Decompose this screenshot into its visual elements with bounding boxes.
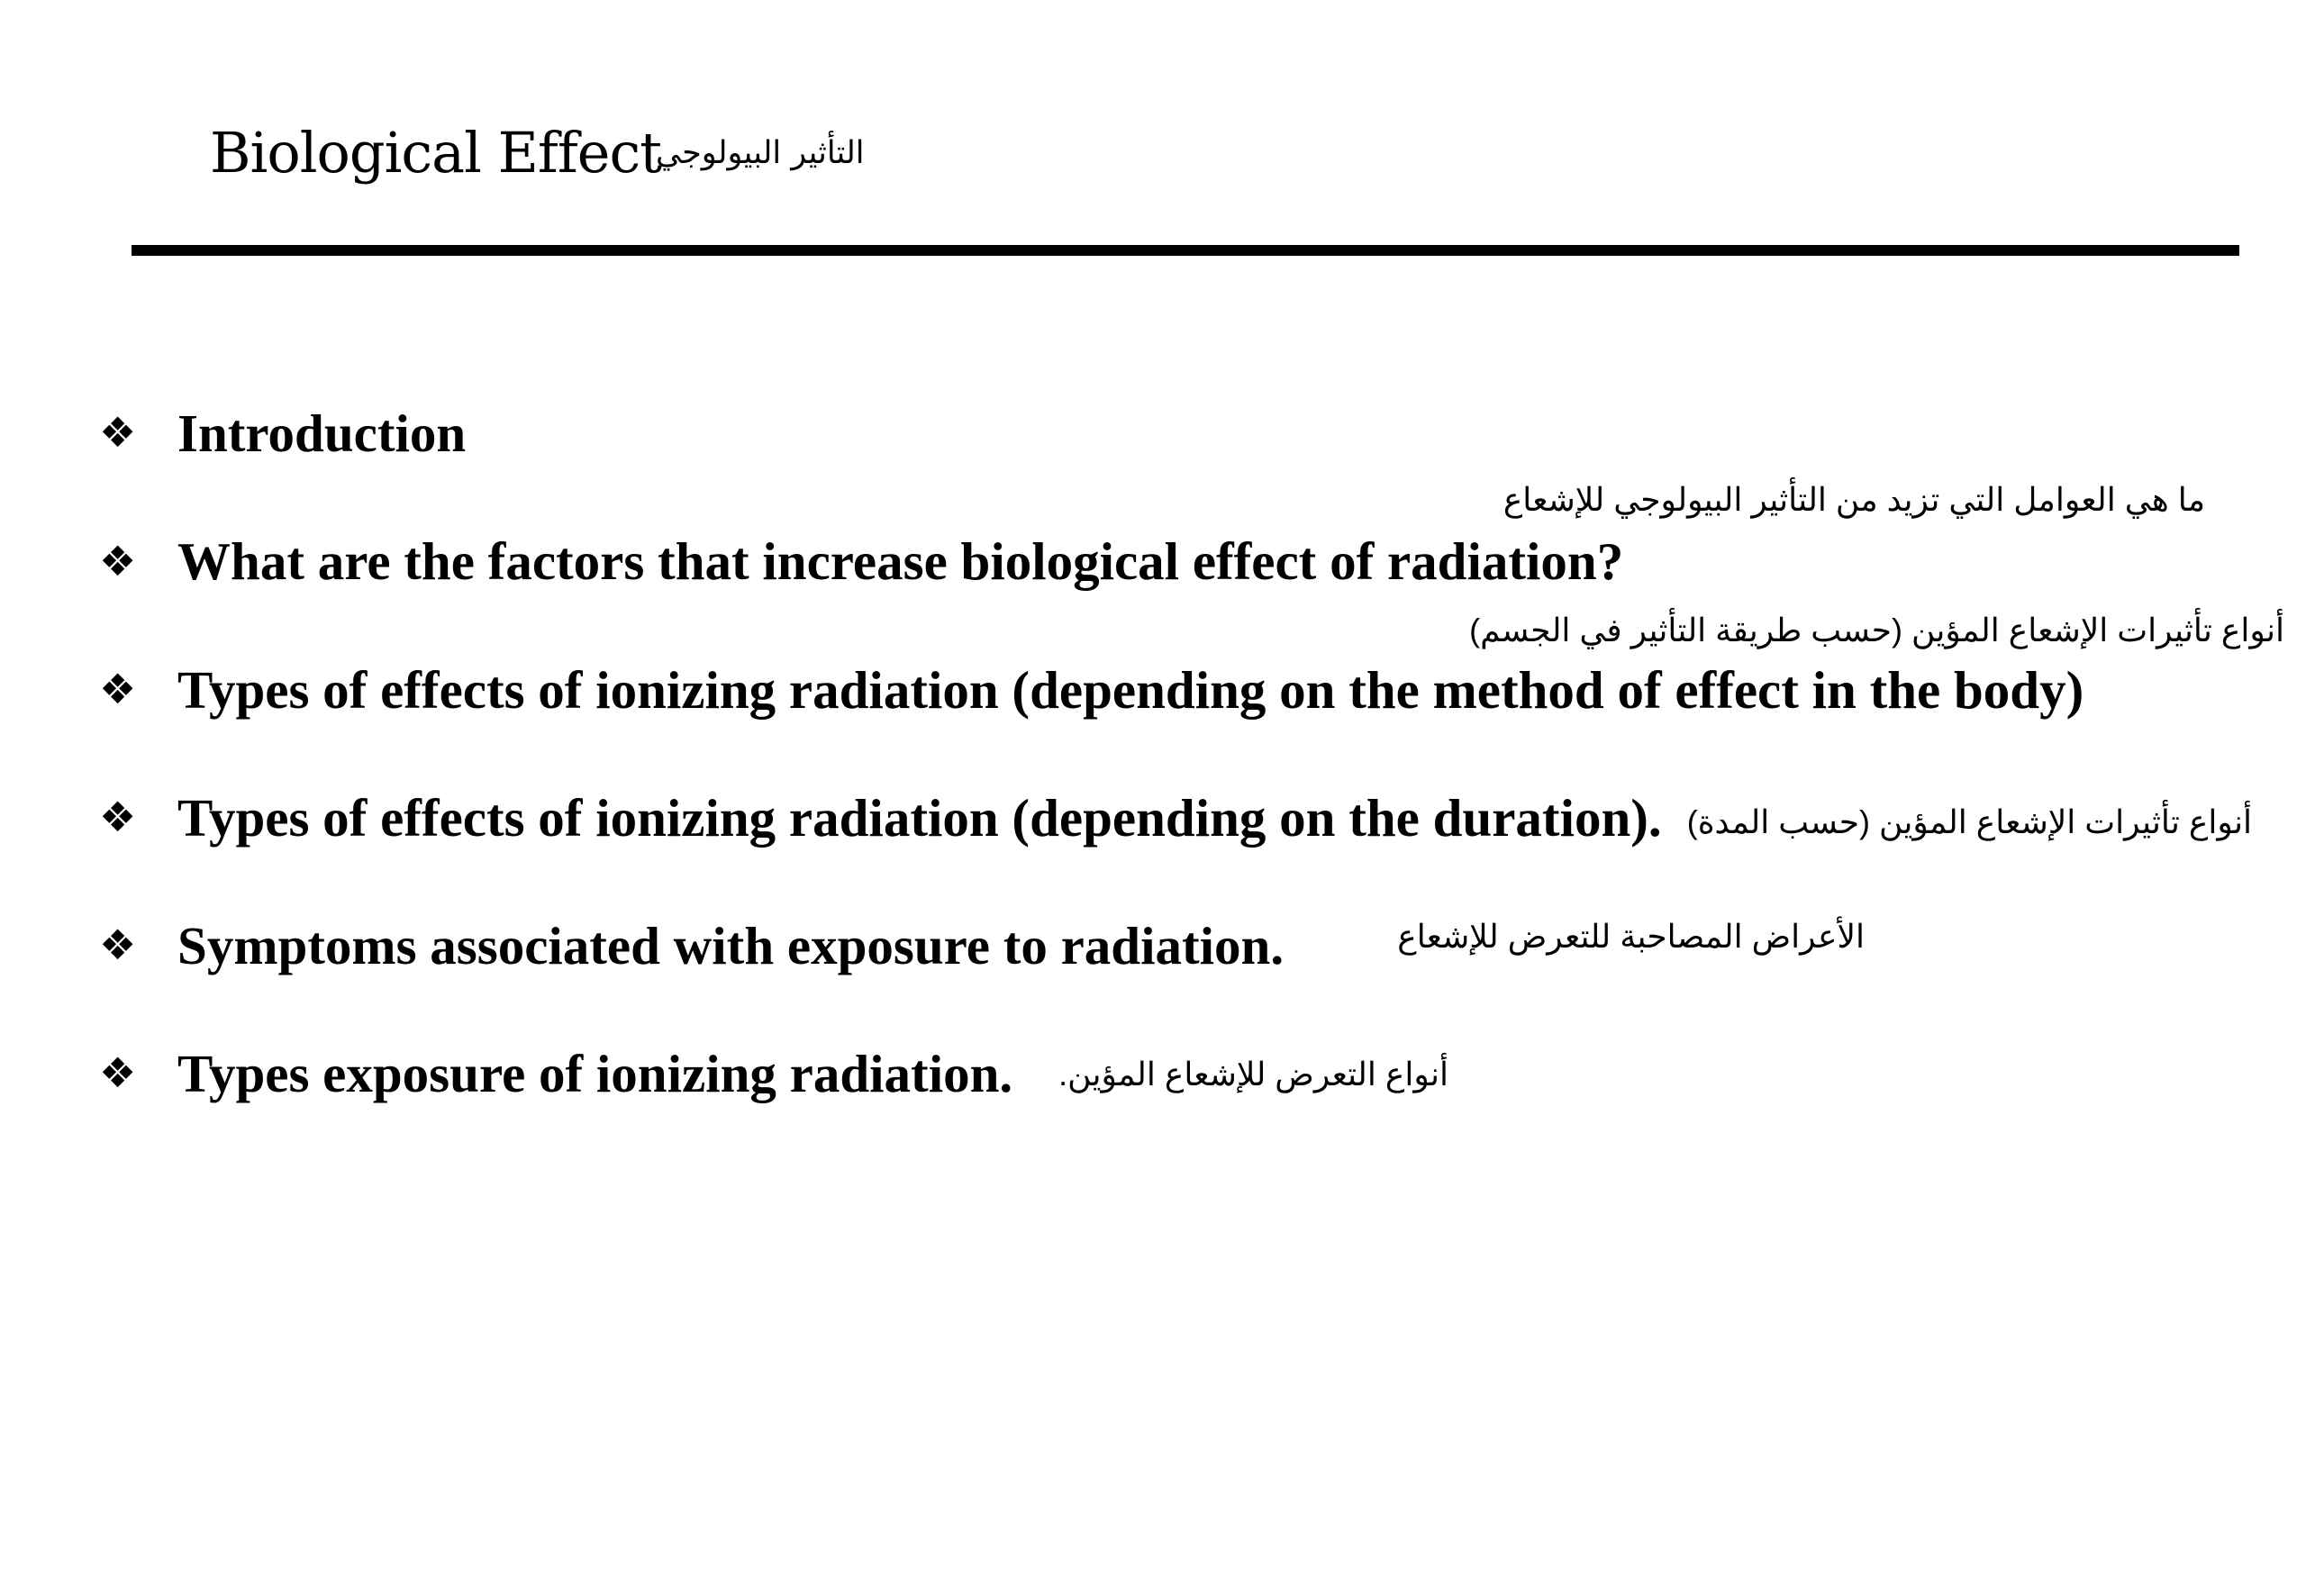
list-item-effects-duration: Types of effects of ionizing radiation (depending on the duration). [177,788,1662,848]
list-item-symptoms: Symptoms associated with exposure to radiation. [177,916,1285,975]
header-divider [132,245,2239,256]
list-item-arabic-note: أنواع التعرض للإشعاع المؤين. [1058,1056,1448,1093]
bullet-icon: ❖ [99,408,137,457]
list-item-exposure: Types exposure of ionizing radiation. [177,1044,1013,1103]
bullet-icon: ❖ [99,537,137,585]
bullet-icon: ❖ [99,793,137,841]
bullet-icon: ❖ [99,1048,137,1097]
list-item-factors: What are the factors that increase biological effect of radiation? [177,531,1624,591]
list-item-arabic-note: ما هي العوامل التي تزيد من التأثير البيولوجي للإشعاع [1503,481,2205,518]
bullet-icon: ❖ [99,665,137,713]
list-item-arabic-note: أنواع تأثيرات الإشعاع المؤين (حسب طريقة التأثير في الجسم) [1469,612,2284,648]
list-item-effects-method: Types of effects of ionizing radiation (depending on the method of effect in the body) [177,660,2084,720]
page-title-arabic: التأثير البيولوجي [656,135,865,171]
list-item-arabic-note: أنواع تأثيرات الإشعاع المؤين (حسب المدة) [1686,803,2252,840]
list-item-introduction: Introduction [177,404,467,463]
list-item-arabic-note: الأعراض المصاحبة للتعرض للإشعاع [1397,918,1865,955]
page-title: Biological Effect [210,120,662,186]
bullet-icon: ❖ [99,920,137,969]
